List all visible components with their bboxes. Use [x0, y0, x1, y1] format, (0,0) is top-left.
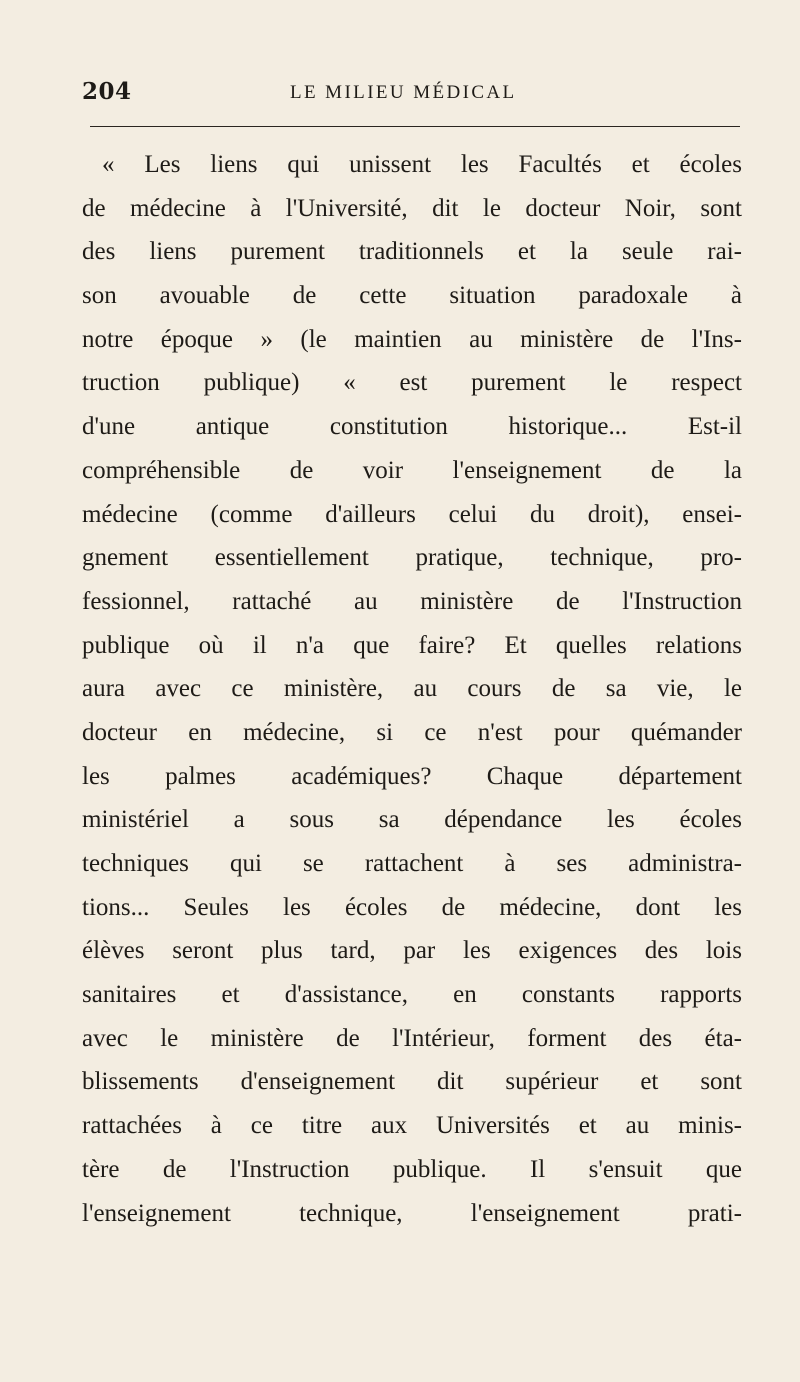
running-header	[82, 78, 742, 112]
text-line: médecine (comme d'ailleurs celui du droit), ensei-	[82, 500, 742, 528]
text-line: avec le ministère de l'Intérieur, forment des éta-	[82, 1024, 742, 1052]
text-line: tère de l'Instruction publique. Il s'ensuit que	[82, 1155, 742, 1183]
text-line: « Les liens qui unissent les Facultés et écoles	[102, 151, 742, 178]
page-number: 204	[82, 78, 132, 105]
text-line: son avouable de cette situation paradoxale à	[82, 282, 742, 310]
text-line: sanitaires et d'assistance, en constants rapports	[82, 981, 742, 1009]
text-line: tions... Seules les écoles de médecine, dont les	[82, 893, 742, 921]
text-line: blissements d'enseignement dit supérieur et sont	[82, 1068, 742, 1096]
text-line: l'enseignement technique, l'enseignement prati-	[82, 1199, 742, 1227]
body-text	[82, 143, 742, 1235]
text-line: de médecine à l'Université, dit le docteur Noir, sont	[82, 194, 742, 222]
text-line: gnement essentiellement pratique, technique, pro-	[82, 544, 742, 572]
text-line: docteur en médecine, si ce n'est pour quémander	[82, 718, 742, 746]
text-line: aura avec ce ministère, au cours de sa vie, le	[82, 675, 742, 703]
text-line: truction publique) « est purement le respect	[82, 369, 742, 397]
text-line: des liens purement traditionnels et la seule rai-	[82, 238, 742, 266]
text-line: fessionnel, rattaché au ministère de l'Instruction	[82, 587, 742, 615]
running-title: LE MILIEU MÉDICAL	[290, 82, 517, 103]
text-line: compréhensible de voir l'enseignement de la	[82, 456, 742, 484]
text-line: notre époque » (le maintien au ministère de l'Ins-	[82, 325, 742, 353]
text-line: d'une antique constitution historique... Est-il	[82, 413, 742, 441]
text-line: publique où il n'a que faire? Et quelles relations	[82, 631, 742, 659]
text-line: les palmes académiques? Chaque département	[82, 762, 742, 790]
text-line: ministériel a sous sa dépendance les écoles	[82, 806, 742, 834]
text-line: techniques qui se rattachent à ses administra-	[82, 850, 742, 877]
header-rule	[90, 126, 740, 127]
text-line: élèves seront plus tard, par les exigences des lois	[82, 937, 742, 965]
text-line: rattachées à ce titre aux Universités et au minis-	[82, 1112, 742, 1140]
